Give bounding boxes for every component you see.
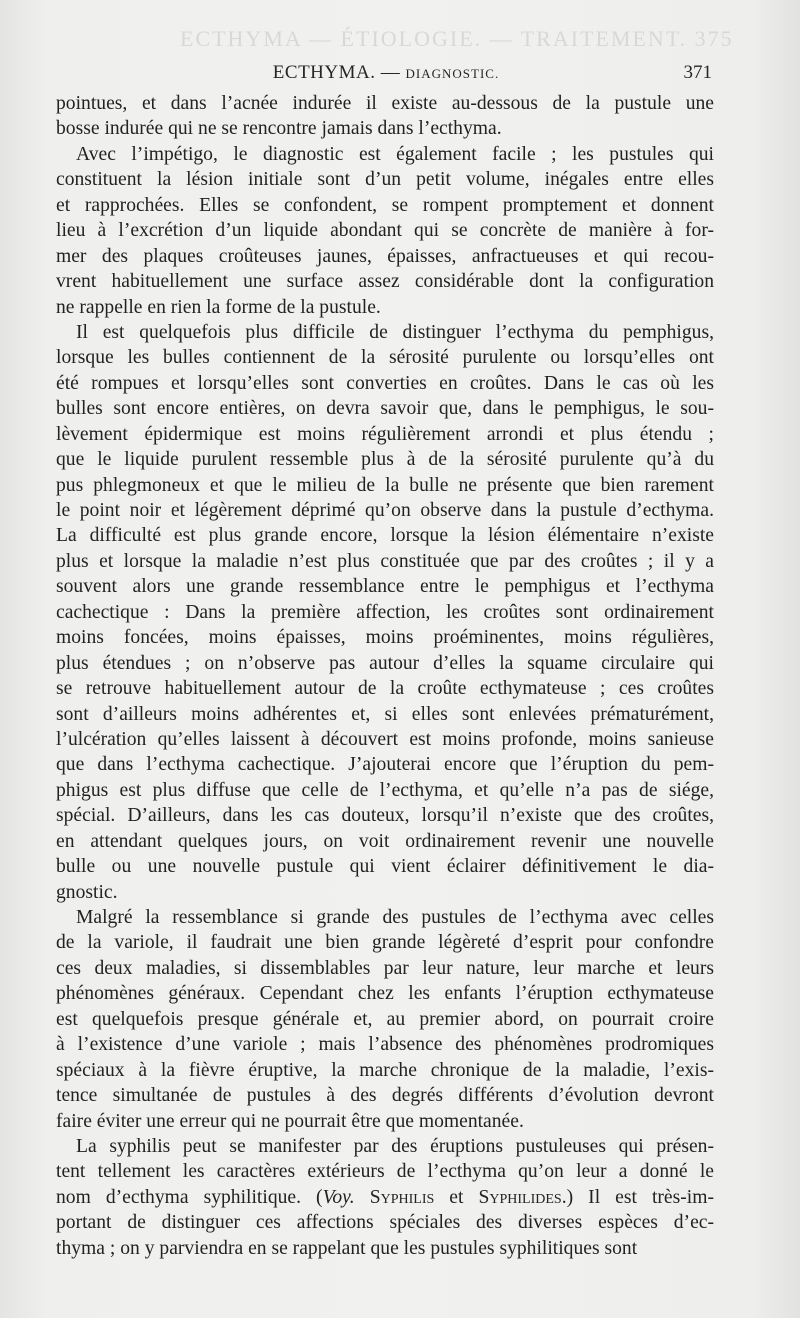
- text-line: thyma ; on y parviendra en se rappelant que les pustules syphilitiques sont: [56, 1237, 638, 1259]
- paragraph: [56, 142, 714, 320]
- text-line: bosse indurée qui ne se rencontre jamais dans l’ecthyma.: [56, 118, 502, 140]
- paragraph: [56, 320, 714, 905]
- text-line: gnostic.: [56, 881, 118, 903]
- text-line: tent tellement les caractères extérieurs de l’ecthyma qu’on leur a donné le: [56, 1161, 714, 1183]
- text-line: bulles sont encore entières, on devra savoir que, dans le pemphigus, le sou-: [56, 398, 714, 420]
- text-line: ne rappelle en rien la forme de la pustule.: [56, 296, 381, 318]
- text-line: ces deux maladies, si dissemblables par leur nature, leur marche et leurs: [56, 957, 714, 979]
- text-line: La difficulté est plus grande encore, lorsque la lésion élémentaire n’existe: [56, 525, 714, 547]
- text-line: se retrouve habituellement autour de la croûte ecthymateuse ; ces croûtes: [56, 678, 714, 700]
- text-line: de la variole, il faudrait une bien grande légèreté d’esprit pour confondre: [56, 932, 714, 954]
- text-line: Il est quelquefois plus difficile de distinguer l’ecthyma du pemphigus,: [76, 321, 714, 343]
- text-line: sont d’ailleurs moins adhérentes et, si elles sont enlevées prématurément,: [56, 703, 714, 725]
- text-line: que le liquide purulent ressemble plus à de la sérosité purulente qu’à du: [56, 449, 714, 471]
- paragraph: [56, 905, 714, 1134]
- text-line: cachectique : Dans la première affection, les croûtes sont ordinairement: [56, 601, 714, 623]
- header-subtitle: DIAGNOSTIC.: [405, 66, 500, 81]
- text-line: plus étendues ; on n’observe pas autour d’elles la squame circulaire qui: [56, 652, 714, 674]
- text-line: La syphilis peut se manifester par des éruptions pustuleuses qui présen-: [76, 1135, 714, 1157]
- text-line: souvent alors une grande ressemblance entre le pemphigus et l’ecthyma: [56, 576, 714, 598]
- running-header: [60, 62, 712, 88]
- text-line: que dans l’ecthyma cachectique. J’ajouterai encore que l’éruption du pem-: [56, 754, 714, 776]
- text-line: vrent habituellement une surface assez considérable dont la configuration: [56, 271, 714, 293]
- paragraph: [56, 1134, 714, 1261]
- text-line: Avec l’impétigo, le diagnostic est également facile ; les pustules qui: [76, 143, 714, 165]
- text-line: lieu à l’excrétion d’un liquide abondant qui se concrète de manière à for-: [56, 220, 714, 242]
- paragraph: [56, 91, 714, 142]
- header-separator: —: [375, 62, 406, 83]
- text-line: faire éviter une erreur qui ne pourrait être que momentanée.: [56, 1110, 524, 1132]
- text-line: spéciaux à la fièvre éruptive, la marche chronique de la maladie, l’exis-: [56, 1059, 714, 1081]
- text-line: bulle ou une nouvelle pustule qui vient éclairer définitivement le dia-: [56, 856, 714, 878]
- text-line: est quelquefois presque générale et, au premier abord, on pourrait croire: [56, 1008, 714, 1030]
- text-line: moins foncées, moins épaisses, moins proéminentes, moins régulières,: [56, 627, 714, 649]
- text-line: en attendant quelques jours, on voit ordinairement revenir une nouvelle: [56, 830, 714, 852]
- header-title: ECTHYMA.: [272, 62, 376, 83]
- text-line: mer des plaques croûteuses jaunes, épaisses, anfractueuses et qui recou-: [56, 245, 714, 267]
- text-line: tence simultanée de pustules à des degrés différents d’évolution devront: [56, 1085, 714, 1107]
- text-line: spécial. D’ailleurs, dans les cas douteux, lorsqu’il n’existe que des croûtes,: [56, 805, 714, 827]
- text-line: pointues, et dans l’acnée indurée il existe au-dessous de la pustule une: [56, 93, 714, 114]
- text-line: constituent la lésion initiale sont d’un petit volume, inégales entre elles: [56, 169, 714, 191]
- body-text: [56, 91, 714, 1261]
- text-line: phigus est plus diffuse que celle de l’ecthyma, et qu’elle n’a pas de siége,: [56, 779, 714, 801]
- text-line: et rapprochées. Elles se confondent, se rompent promptement et donnent: [56, 194, 714, 216]
- text-line: plus et lorsque la maladie n’est plus constituée que par des croûtes ; il y a: [56, 550, 714, 572]
- page-number: 371: [683, 62, 712, 83]
- text-line: à l’existence d’une variole ; mais l’absence des phénomènes prodromiques: [56, 1034, 714, 1056]
- text-line: phénomènes généraux. Cependant chez les enfants l’éruption ecthymateuse: [56, 983, 714, 1005]
- running-title: [60, 62, 712, 84]
- text-line: l’ulcération qu’elles laissent à découvert est moins profonde, moins sanieuse: [56, 728, 714, 750]
- text-line: été rompues et lorsqu’elles sont converties en croûtes. Dans le cas où les: [56, 372, 714, 394]
- text-line: nom d’ecthyma syphilitique. (Voy. Syphilis et Syphilides.) Il est très-im-: [56, 1186, 714, 1208]
- text-line: portant de distinguer ces affections spéciales des diverses espèces d’ec-: [56, 1212, 714, 1234]
- text-line: lèvement épidermique est moins régulièrement arrondi et plus étendu ;: [56, 423, 714, 445]
- text-line: Malgré la ressemblance si grande des pustules de l’ecthyma avec celles: [76, 907, 714, 928]
- text-line: pus phlegmoneux et que le milieu de la bulle ne présente que bien rarement: [56, 474, 714, 496]
- text-line: lorsque les bulles contiennent de la sérosité purulente ou lorsqu’elles ont: [56, 347, 714, 369]
- text-line: le point noir et légèrement déprimé qu’on observe dans la pustule d’ecthyma.: [56, 500, 714, 521]
- show-through-text: ECTHYMA — ÉTIOLOGIE. — TRAITEMENT. 375: [180, 26, 734, 51]
